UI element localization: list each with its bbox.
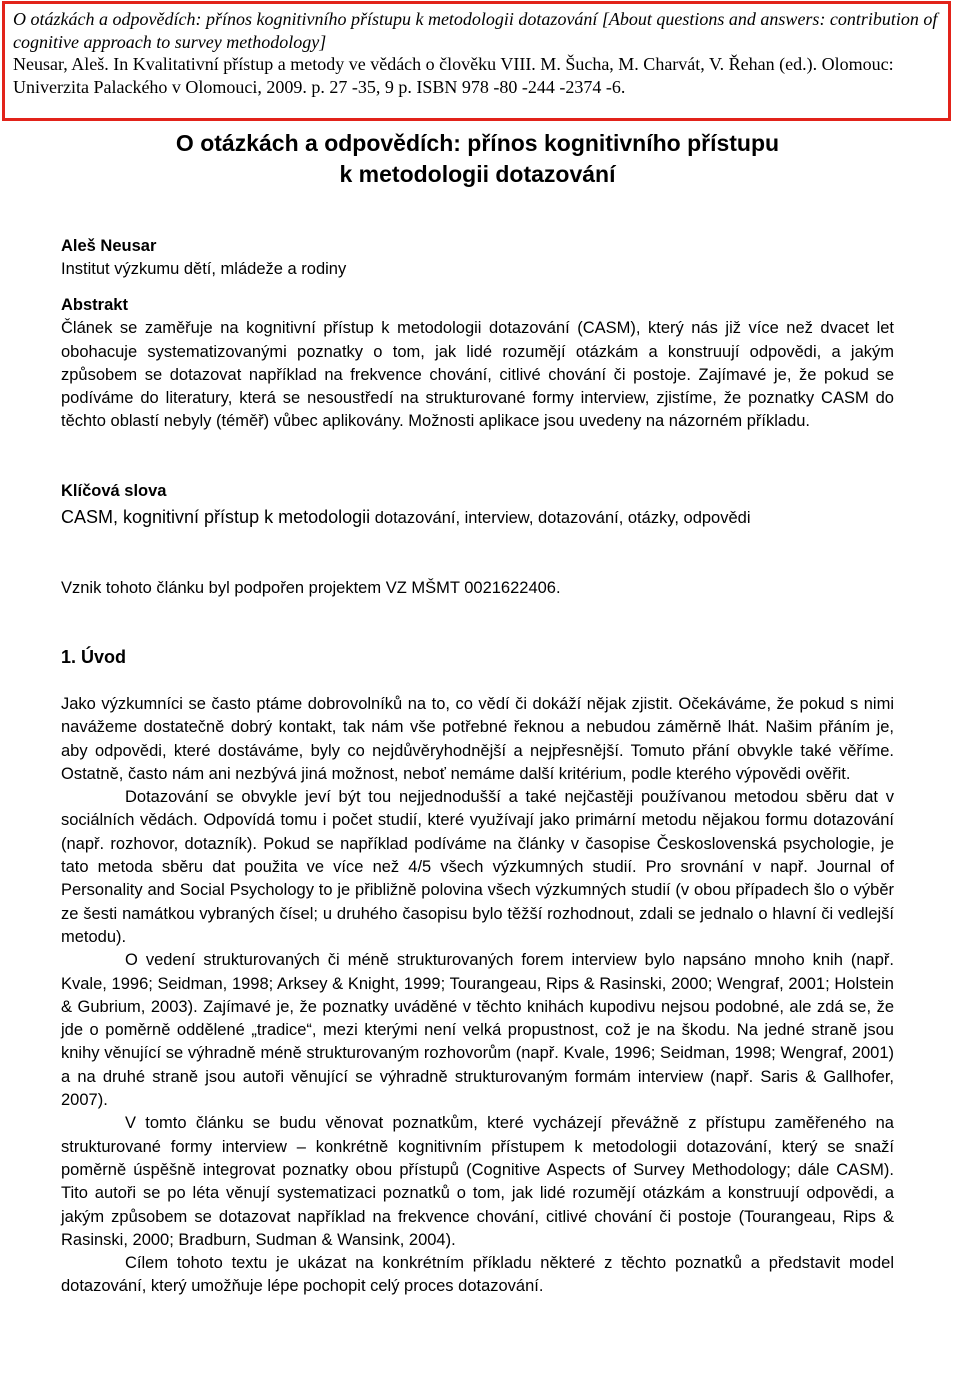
keywords-text (61, 505, 894, 530)
keywords-part-2: dotazování, interview, dotazování, otázky, odpovědi (370, 509, 751, 528)
paragraph-1: Jako výzkumníci se často ptáme dobrovolníků na to, co vědí či dokáží nějak zjistit. Očekáváme, že pokud s nimi navážeme dostatečně dobrý kontakt, tak nám vše potřebné řeknou a nebudou záměrně lhát. Našim přáním je, aby odpovědi, které dostáváme, byly co nejdůvěryhodnější a nejpřesnější. Tomuto přání obvykle také věříme. Ostatně, často nám ani nezbývá jiná možnost, neboť nemáme další kritérium, podle kterého výpovědi ověřit. (61, 695, 894, 783)
keywords-heading: Klíčová slova (61, 482, 167, 500)
citation-source: Neusar, Aleš. In Kvalitativní přístup a metody ve vědách o člověku VIII. M. Šucha, M. Charvát, V. Řehan (ed.). Olomouc: Univerzita Palackého v Olomouci, 2009. p. 27 -35, 9 p. ISBN 978 -80 -244 -2374 -6. (13, 54, 894, 97)
title-line-2: k metodologii dotazování (339, 161, 616, 187)
abstract-block (61, 294, 894, 434)
funding-note: Vznik tohoto článku byl podpořen projektem VZ MŠMT 0021622406. (61, 579, 561, 597)
keywords-part-1: CASM, kognitivní přístup k metodologii (61, 507, 371, 528)
section-1-heading: 1. Úvod (61, 647, 127, 667)
author-name: Aleš Neusar (61, 237, 157, 255)
paragraph-3: O vedení strukturovaných či méně strukturovaných forem interview bylo napsáno mnoho knih (např. Kvale, 1996; Seidman, 1998; Arksey & Knight, 1999; Tourangeau, Rips & Rasinski, 2000; Wengraf, 2001; Holstein & Gubrium, 2003). Zajímavé je, že poznatky uváděné v těchto knihách kupodivu nejsou podobné, ale zdá se, že jde o poměrně oddělené „tradice“, mezi kterými není velká propustnost, což je na škodu. Na jedné straně jsou knihy věnující se výhradně méně strukturovaným rozhovorům (např. Kvale, 1996; Seidman, 1998; Wengraf, 2001) a na druhé straně jsou autoři věnující se výhradně strukturovaným formám interview (např. Saris & Gallhofer, 2007). (61, 951, 894, 1110)
section-1-heading-wrap (61, 646, 894, 669)
page-title (60, 128, 895, 190)
citation-title: O otázkách a odpovědích: přínos kognitivního přístupu k metodologii dotazování [About questions and answers: contribution of cognitive approach to survey methodology] (13, 9, 938, 52)
paragraph-4: V tomto článku se budu věnovat poznatkům, které vycházejí převážně z přístupu zaměřeného na strukturované formy interview – konkrétně kognitivním přístupem k metodologii dotazování, který se snaží poměrně úspěšně integrovat poznatky obou přístupů (Cognitive Aspects of Survey Methodology; dále CASM). Tito autoři se po léta věnují systematizaci poznatků o tom, jak lidé rozumějí otázkám a konstruují odpovědi, a jakým způsobem se dotazovat například na frekvence chování, citlivé chování či postoje (Tourangeau, Rips & Rasinski, 2000; Bradburn, Sudman & Wansink, 2004). (61, 1114, 894, 1249)
author-affiliation: Institut výzkumu dětí, mládeže a rodiny (61, 260, 347, 279)
keywords-block (61, 480, 894, 531)
abstract-text: Článek se zaměřuje na kognitivní přístup k metodologii dotazování (CASM), který nás již více než dvacet let obohacuje systematizovanými poznatky o tom, jak lidé rozumějí otázkám a konstruují odpovědi, a jakým způsobem se dotazovat například na frekvence chování, citlivé chování či postoje. Zajímavé je, že pokud se podíváme do literatury, která se nesoustředí na strukturované formy interview, zjistíme, že poznatky CASM do těchto oblastí nebyly (téměř) vůbec aplikovány. Možnosti aplikace jsou uvedeny na názorném příkladu. (61, 319, 894, 431)
section-1-body (61, 693, 894, 1299)
abstract-heading: Abstrakt (61, 296, 128, 314)
citation-box (2, 1, 951, 121)
author-block (61, 235, 894, 282)
paragraph-5: Cílem tohoto textu je ukázat na konkrétním příkladu některé z těchto poznatků a představit model dotazování, který umožňuje lépe pochopit celý proces dotazování. (61, 1254, 894, 1296)
title-line-1: O otázkách a odpovědích: přínos kognitivního přístupu (175, 130, 780, 156)
paragraph-2: Dotazování se obvykle jeví být tou nejjednodušší a také nejčastěji používanou metodou sběru dat v sociálních vědách. Odpovídá tomu i počet studií, které využívají jako primární metodu nějakou formu dotazování (např. rozhovor, dotazník). Pokud se například podíváme na články v časopise Československá psychologie, je tato metoda sběru dat použita ve více než 4/5 všech výzkumných studií. Pro srovnání v např. Journal of Personality and Social Psychology to je přibližně polovina všech výzkumných studií (v obou případech šlo o výběr ze šesti namátkou vybraných čísel; u druhého časopisu bylo těžší rozhodnout, zdali se jednalo o hlavní či vedlejší metodu). (61, 788, 894, 946)
